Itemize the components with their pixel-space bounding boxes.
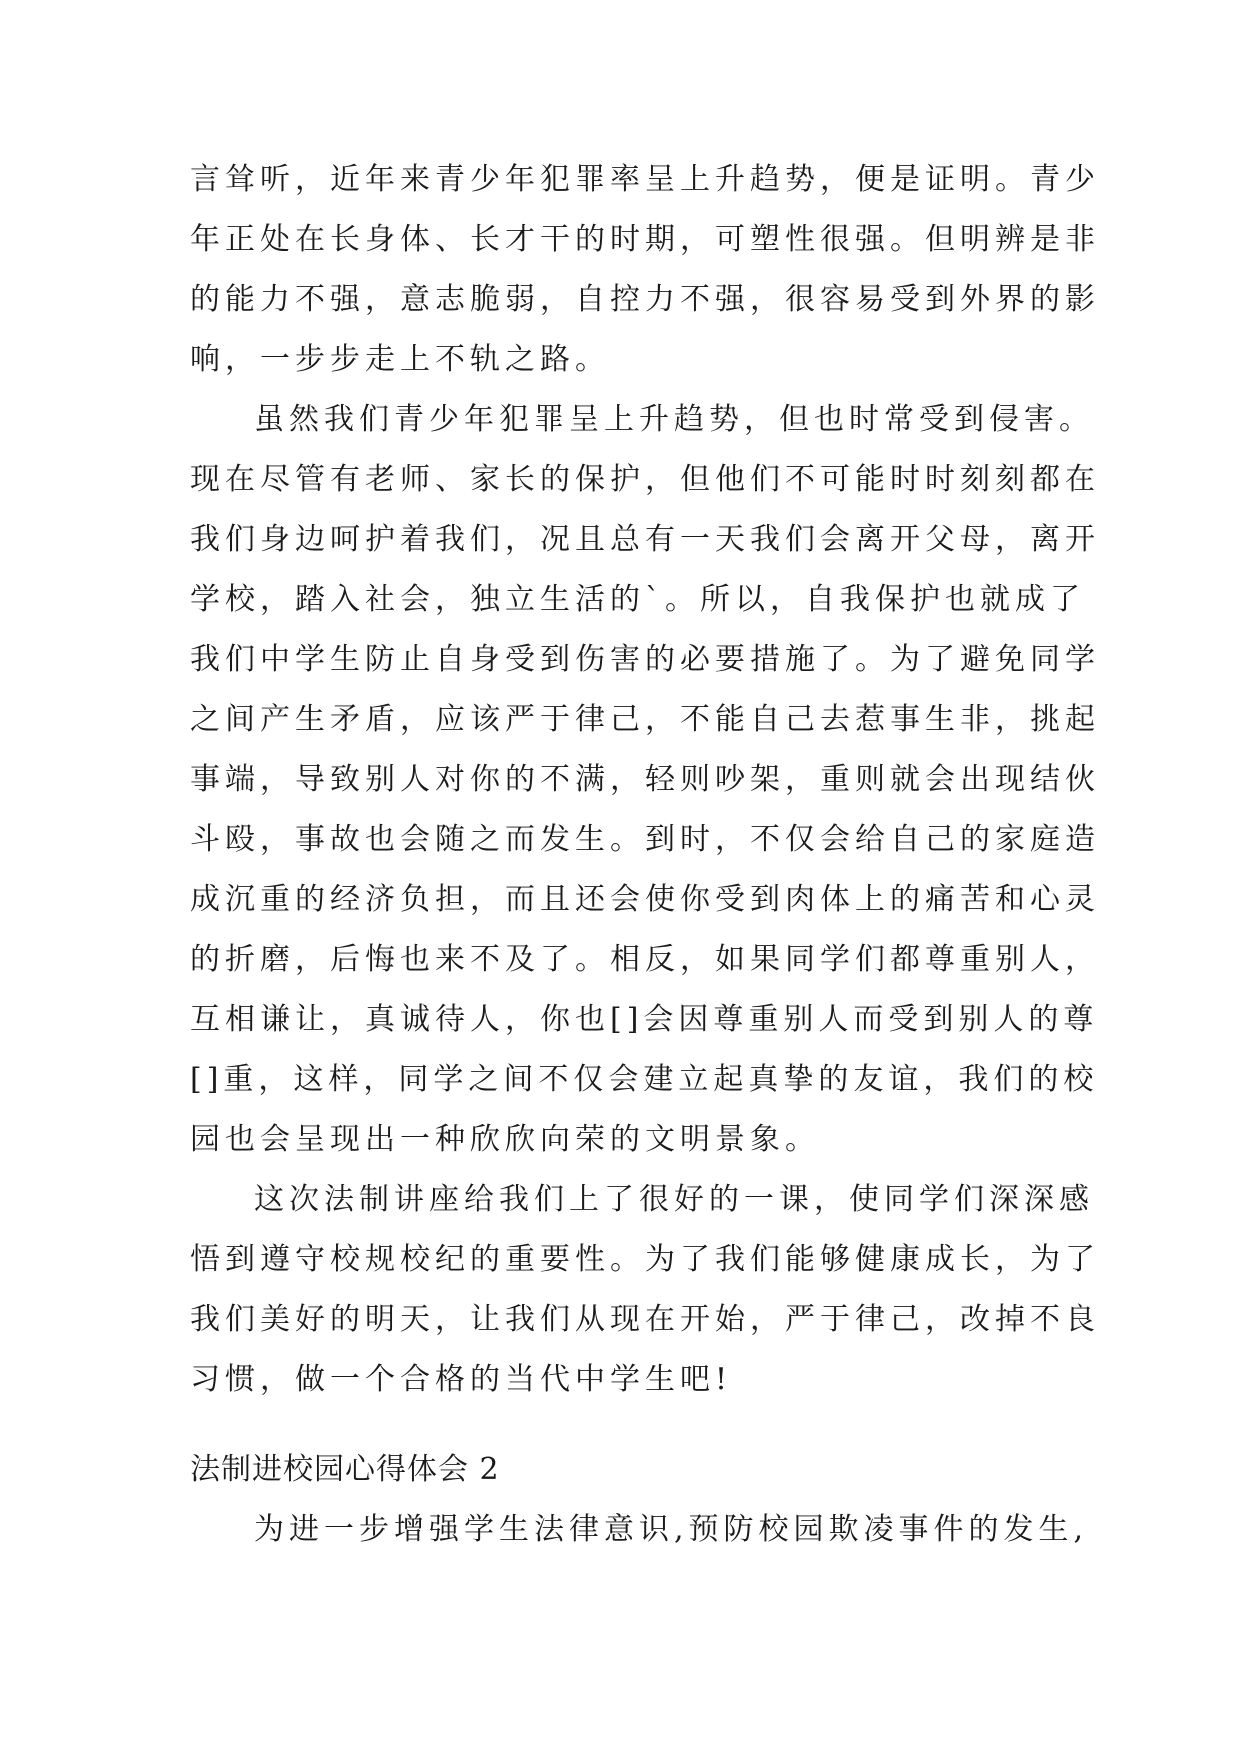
text-line: 之间产生矛盾，应该严于律己，不能自己去惹事生非，挑起 [190, 702, 1100, 737]
text-line: 我们中学生防止自身受到伤害的必要措施了。为了避免同学 [190, 642, 1100, 677]
text-line: 这次法制讲座给我们上了很好的一课，使同学们深深感 [254, 1182, 1094, 1217]
text-line: []重，这样，同学之间不仅会建立起真挚的友谊，我们的校 [190, 1062, 1099, 1097]
text-line: 学校，踏入社会，独立生活的`。所以，自我保护也就成了 [190, 582, 1085, 617]
text-line: 我们身边呵护着我们，况且总有一天我们会离开父母，离开 [190, 522, 1100, 557]
text-line: 年正处在长身体、长才干的时期，可塑性很强。但明辨是非 [190, 222, 1100, 257]
section-title: 法制进校园心得体会 2 [190, 1452, 500, 1487]
text-line: 我们美好的明天，让我们从现在开始，严于律己，改掉不良 [190, 1302, 1100, 1337]
text-line: 现在尽管有老师、家长的保护，但他们不可能时时刻刻都在 [190, 462, 1100, 497]
document-body [190, 150, 1100, 1560]
text-line: 响，一步步走上不轨之路。 [190, 342, 610, 377]
text-line: 悟到遵守校规校纪的重要性。为了我们能够健康成长，为了 [190, 1242, 1100, 1277]
text-line: 互相谦让，真诚待人，你也[]会因尊重别人而受到别人的尊 [190, 1002, 1099, 1037]
text-line: 斗殴，事故也会随之而发生。到时，不仅会给自己的家庭造 [190, 822, 1100, 857]
text-line: 事端，导致别人对你的不满，轻则吵架，重则就会出现结伙 [190, 762, 1100, 797]
paragraph-4 [190, 1500, 1089, 1560]
paragraph-2 [190, 390, 1100, 1170]
text-line: 言耸听，近年来青少年犯罪率呈上升趋势，便是证明。青少 [190, 162, 1100, 197]
text-line: 园也会呈现出一种欣欣向荣的文明景象。 [190, 1122, 820, 1157]
text-line: 为进一步增强学生法律意识,预防校园欺凌事件的发生, [254, 1512, 1089, 1547]
paragraph-3 [190, 1170, 1100, 1410]
text-line: 的能力不强，意志脆弱，自控力不强，很容易受到外界的影 [190, 282, 1100, 317]
text-line: 成沉重的经济负担，而且还会使你受到肉体上的痛苦和心灵 [190, 882, 1100, 917]
text-line: 的折磨，后悔也来不及了。相反，如果同学们都尊重别人， [190, 942, 1100, 977]
paragraph-1 [190, 150, 1100, 390]
text-line: 虽然我们青少年犯罪呈上升趋势，但也时常受到侵害。 [254, 402, 1094, 437]
text-line: 习惯，做一个合格的当代中学生吧! [190, 1362, 733, 1397]
